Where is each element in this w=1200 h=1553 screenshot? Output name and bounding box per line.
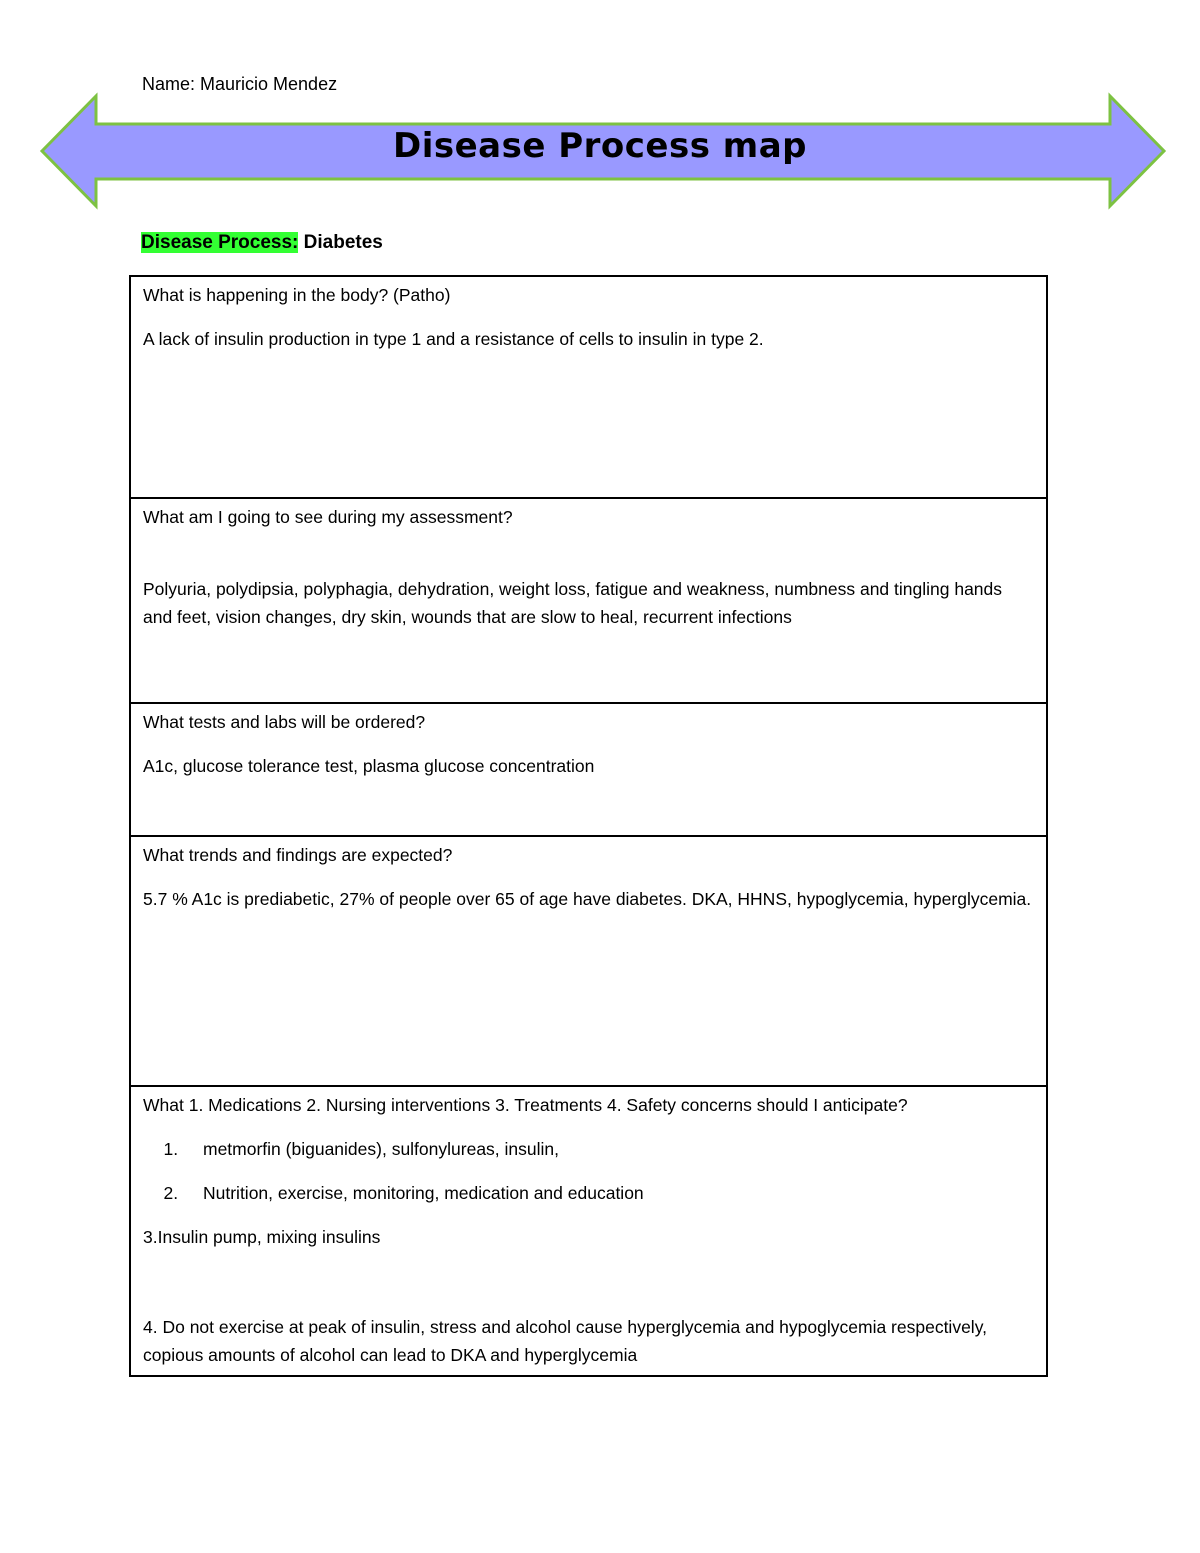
document-title: Disease Process map	[392, 126, 808, 166]
disease-process-label: Disease Process:	[141, 232, 299, 253]
cell-anticipate	[130, 1086, 1047, 1376]
cell-trends	[130, 836, 1047, 1086]
assessment-answer: Polyuria, polydipsia, polyphagia, dehydration, weight loss, fatigue and weakness, numbness and tingling hands and feet, vision changes, dry skin, wounds that are slow to heal, recurrent infections	[143, 579, 1003, 627]
disease-process-value: Diabetes	[303, 232, 383, 253]
table-row-anticipate	[130, 1086, 1047, 1376]
assessment-question: What am I going to see during my assessment?	[143, 507, 513, 527]
table-row-patho	[130, 276, 1047, 498]
table-row-tests	[130, 703, 1047, 836]
anticipate-question: What 1. Medications 2. Nursing interventions 3. Treatments 4. Safety concerns should I anticipate?	[143, 1095, 908, 1115]
trends-answer: 5.7 % A1c is prediabetic, 27% of people over 65 of age have diabetes. DKA, HHNS, hypoglycemia, hyperglycemia.	[143, 889, 1032, 909]
list-item-interventions: 2. Nutrition, exercise, monitoring, medication and education	[183, 1179, 1034, 1207]
anticipate-treatments: 3.Insulin pump, mixing insulins	[143, 1227, 381, 1247]
trends-question: What trends and findings are expected?	[143, 845, 453, 865]
table-row-trends	[130, 836, 1047, 1086]
tests-answer: A1c, glucose tolerance test, plasma glucose concentration	[143, 756, 595, 776]
disease-process-line	[141, 232, 383, 254]
patho-question: What is happening in the body? (Patho)	[143, 285, 451, 305]
cell-patho	[130, 276, 1047, 498]
list-item-medications: 1. metmorfin (biguanides), sulfonylureas, insulin,	[183, 1135, 1034, 1163]
tests-question: What tests and labs will be ordered?	[143, 712, 426, 732]
cell-assessment	[130, 498, 1047, 703]
patho-answer: A lack of insulin production in type 1 and a resistance of cells to insulin in type 2.	[143, 329, 764, 349]
student-name: Name: Mauricio Mendez	[142, 74, 338, 94]
cell-tests	[130, 703, 1047, 836]
double-arrow-banner	[0, 0, 1200, 230]
table-row-assessment	[130, 498, 1047, 703]
anticipate-safety: 4. Do not exercise at peak of insulin, stress and alcohol cause hyperglycemia and hypoglycemia respectively, copious amounts of alcohol can lead to DKA and hyperglycemia	[143, 1317, 988, 1365]
anticipate-list	[143, 1135, 1034, 1207]
disease-process-table	[129, 275, 1048, 1377]
